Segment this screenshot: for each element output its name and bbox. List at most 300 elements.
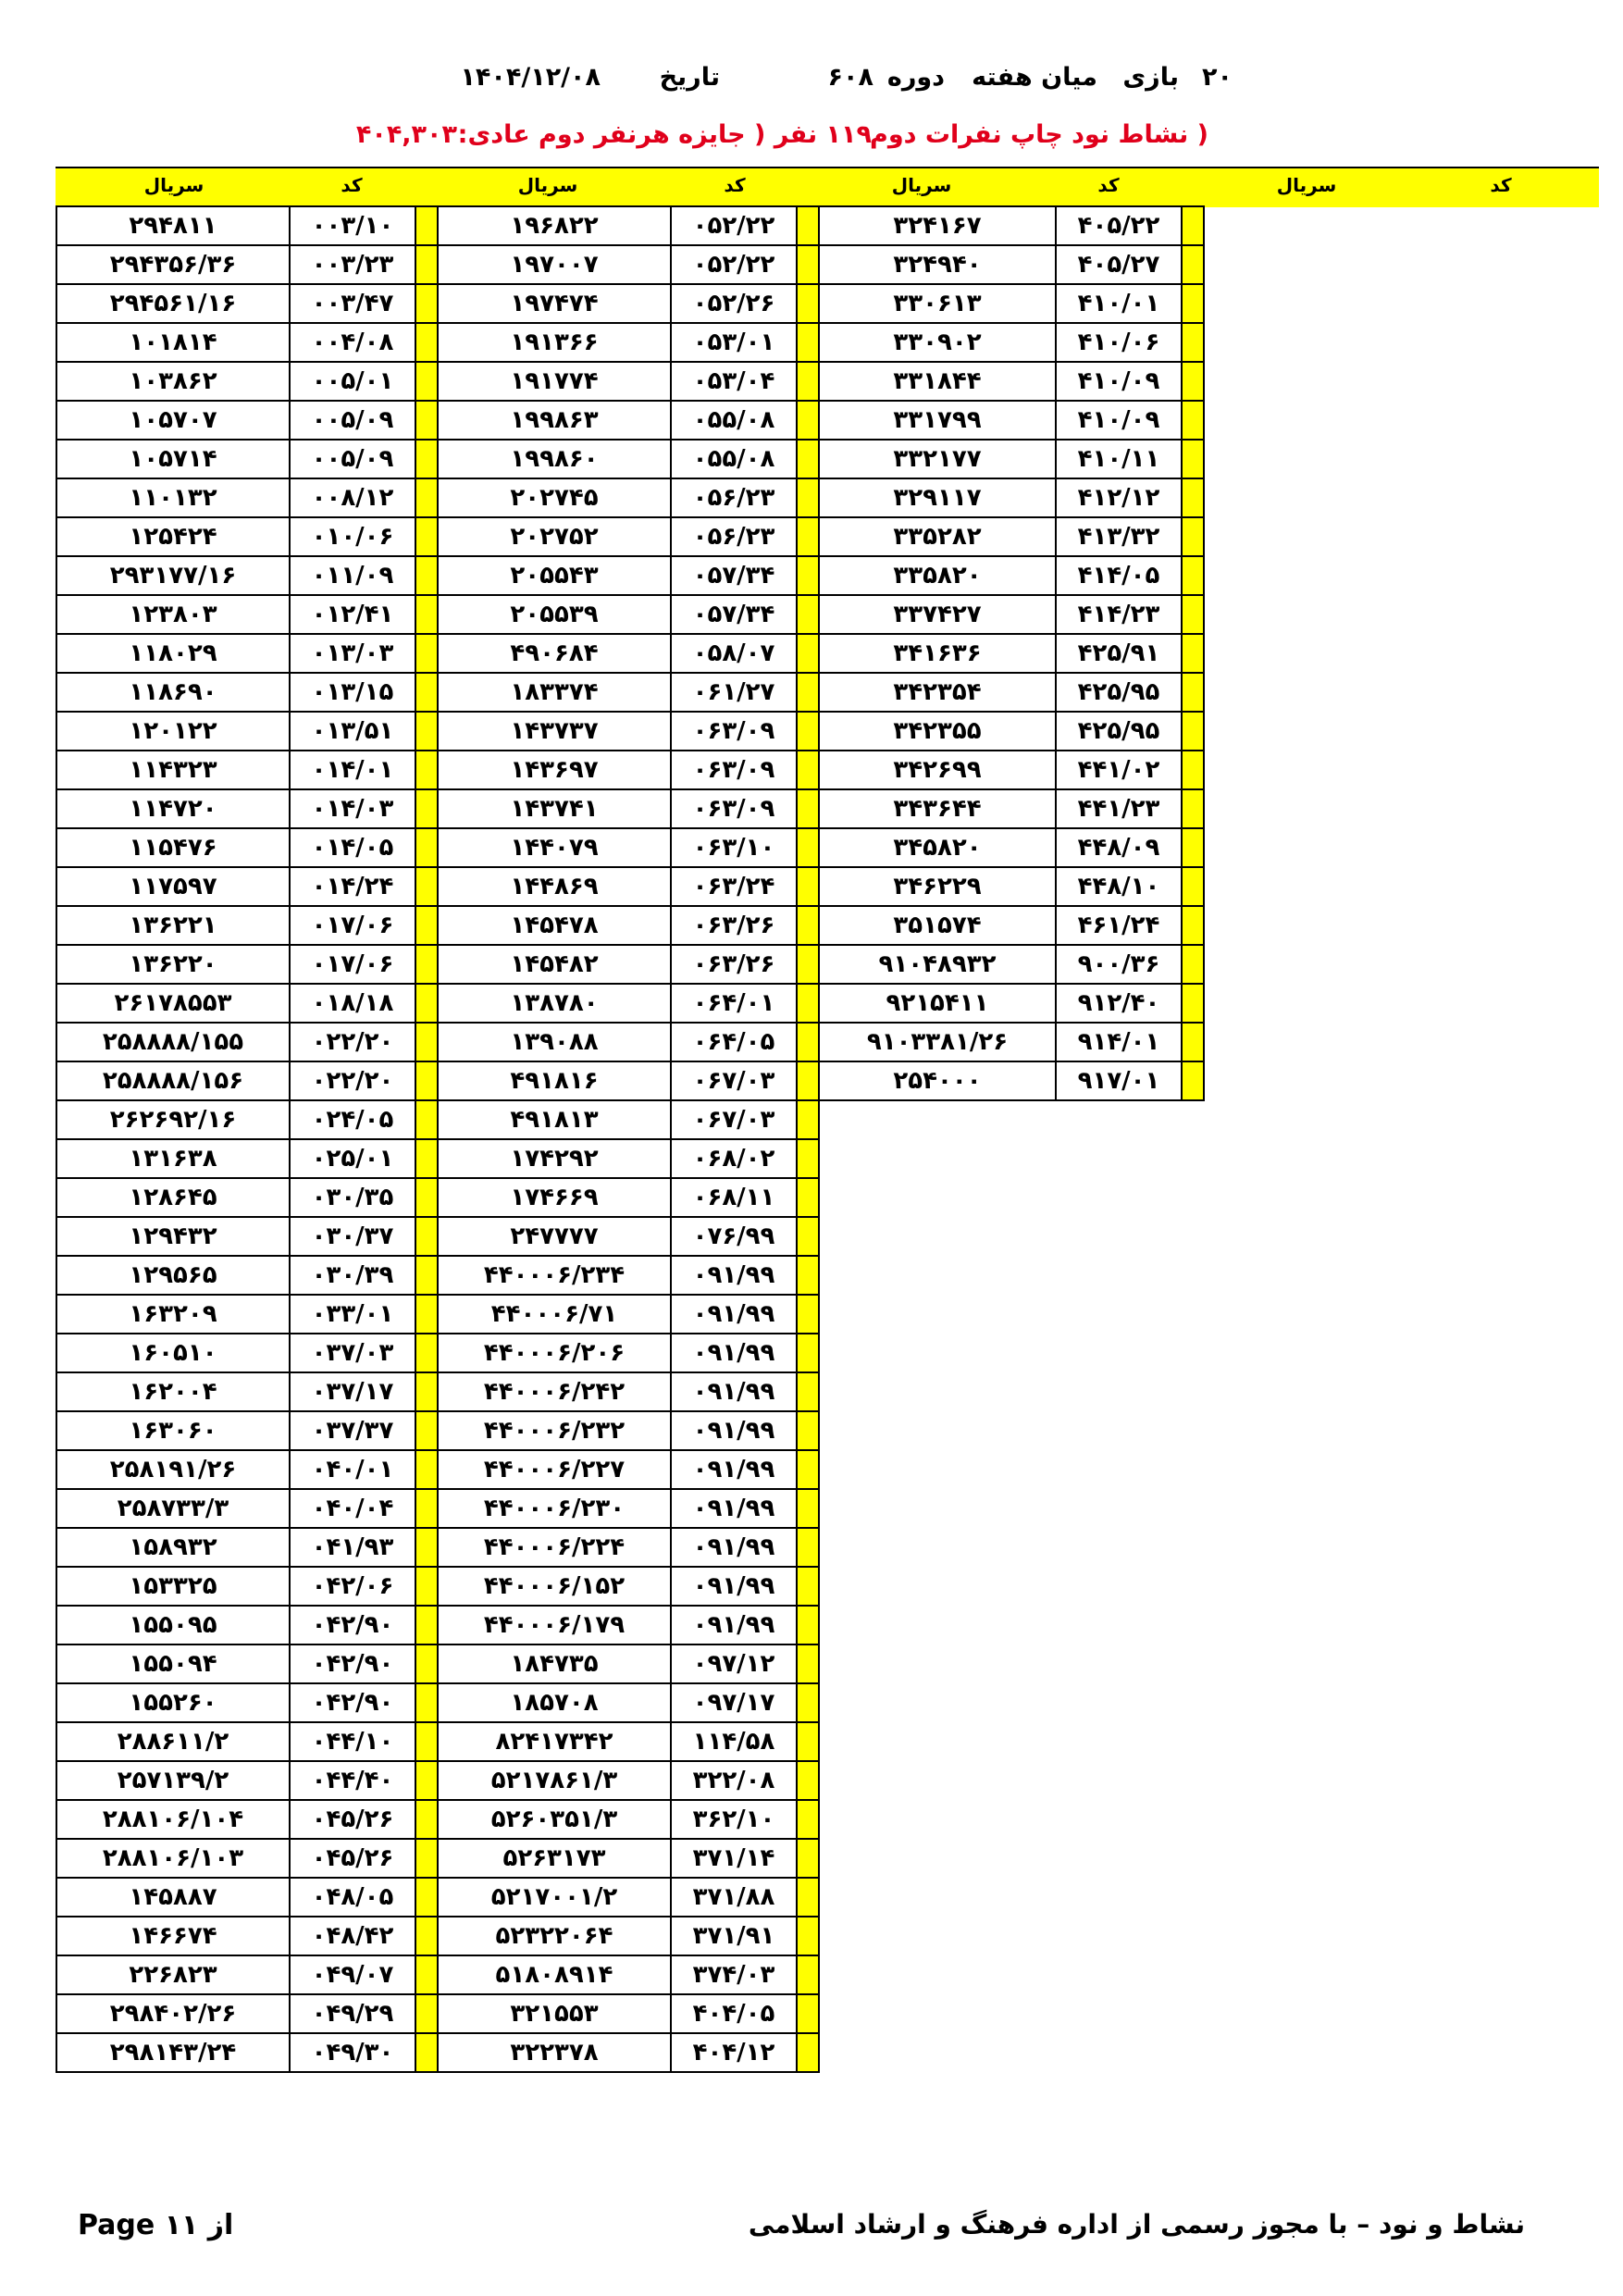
code-cell: ۰۱۳/۵۱: [290, 712, 415, 751]
highlight-cell: [797, 1178, 819, 1217]
serial-cell: ۹۱۰۴۸۹۳۲: [819, 945, 1056, 984]
highlight-cell: [415, 1644, 438, 1683]
highlight-cell: [415, 1955, 438, 1994]
serial-cell: ۴۹۱۸۱۶: [438, 1061, 671, 1100]
table-row: [56, 1644, 819, 1683]
serial-cell: ۵۲۱۷۸۶۱/۳: [438, 1761, 671, 1800]
table-row: [819, 828, 1204, 867]
highlight-cell: [415, 1878, 438, 1917]
serial-cell: ۱۸۳۳۷۴: [438, 673, 671, 712]
serial-cell: ۱۴۳۶۹۷: [438, 751, 671, 789]
highlight-cell: [797, 906, 819, 945]
serial-cell: ۱۱۷۵۹۷: [56, 867, 290, 906]
serial-cell: ۱۲۳۸۰۳: [56, 595, 290, 634]
highlight-cell: [797, 1217, 819, 1256]
serial-cell: ۱۲۵۴۲۴: [56, 517, 290, 556]
table-row: [56, 1489, 819, 1528]
code-cell: ۰۱۳/۱۵: [290, 673, 415, 712]
highlight-cell: [1182, 440, 1204, 478]
highlight-cell: [1182, 284, 1204, 323]
serial-cell: ۳۳۱۸۴۴: [819, 362, 1056, 401]
highlight-cell: [415, 1800, 438, 1839]
highlight-cell: [797, 1644, 819, 1683]
code-cell: ۰۰۳/۱۰: [290, 206, 415, 245]
serial-cell: ۲۹۴۵۶۱/۱۶: [56, 284, 290, 323]
serial-cell: ۲۸۸۱۰۶/۱۰۳: [56, 1839, 290, 1878]
serial-cell: ۱۹۱۷۷۴: [438, 362, 671, 401]
code-cell: ۰۵۵/۰۸: [671, 440, 797, 478]
highlight-cell: [797, 1722, 819, 1761]
serial-cell: ۲۵۸۸۸۸/۱۵۵: [56, 1023, 290, 1061]
code-cell: ۳۲۲/۰۸: [671, 1761, 797, 1800]
column-header-code-4: کد: [1490, 174, 1512, 196]
highlight-cell: [415, 1722, 438, 1761]
game-count: ۲۰: [1202, 63, 1233, 92]
table-row: [56, 440, 819, 478]
highlight-cell: [797, 245, 819, 284]
code-cell: ۰۳۰/۳۷: [290, 1217, 415, 1256]
code-cell: ۰۹۱/۹۹: [671, 1528, 797, 1567]
table-row: [819, 751, 1204, 789]
serial-cell: ۲۸۸۱۰۶/۱۰۴: [56, 1800, 290, 1839]
table-row: [56, 1334, 819, 1372]
highlight-cell: [797, 1917, 819, 1955]
highlight-cell: [1182, 362, 1204, 401]
code-cell: ۰۶۴/۰۵: [671, 1023, 797, 1061]
code-cell: ۰۹۱/۹۹: [671, 1372, 797, 1411]
highlight-cell: [415, 634, 438, 673]
serial-cell: ۳۳۵۲۸۲: [819, 517, 1056, 556]
highlight-cell: [797, 1023, 819, 1061]
highlight-cell: [1182, 984, 1204, 1023]
serial-cell: ۴۹۰۶۸۴: [438, 634, 671, 673]
table-row: [56, 245, 819, 284]
serial-cell: ۱۴۴۸۶۹: [438, 867, 671, 906]
code-cell: ۴۱۴/۲۳: [1056, 595, 1182, 634]
highlight-cell: [415, 517, 438, 556]
highlight-cell: [797, 1411, 819, 1450]
table-row: [56, 1917, 819, 1955]
table-row: [56, 673, 819, 712]
code-cell: ۳۷۱/۹۱: [671, 1917, 797, 1955]
code-cell: ۰۳۷/۱۷: [290, 1372, 415, 1411]
highlight-cell: [415, 556, 438, 595]
highlight-cell: [797, 1139, 819, 1178]
highlight-cell: [1182, 245, 1204, 284]
column-header-code-1: کد: [341, 174, 363, 196]
table-row: [819, 206, 1204, 245]
table-row: [56, 362, 819, 401]
table-row: [56, 1878, 819, 1917]
code-cell: ۰۱۴/۰۳: [290, 789, 415, 828]
highlight-cell: [797, 1528, 819, 1567]
serial-cell: ۱۵۵۰۹۵: [56, 1606, 290, 1644]
table-row: [819, 517, 1204, 556]
serial-cell: ۱۹۹۸۶۳: [438, 401, 671, 440]
highlight-cell: [415, 2033, 438, 2072]
code-cell: ۰۶۳/۰۹: [671, 751, 797, 789]
table-row: [56, 1411, 819, 1450]
highlight-cell: [415, 284, 438, 323]
code-cell: ۰۰۳/۴۷: [290, 284, 415, 323]
highlight-cell: [797, 1994, 819, 2033]
code-cell: ۰۴۲/۹۰: [290, 1644, 415, 1683]
table-row: [56, 1955, 819, 1994]
serial-cell: ۲۴۷۷۷۷: [438, 1217, 671, 1256]
serial-cell: ۱۵۵۲۶۰: [56, 1683, 290, 1722]
code-cell: ۰۵۶/۲۳: [671, 478, 797, 517]
highlight-cell: [415, 1450, 438, 1489]
table-row: [819, 595, 1204, 634]
code-cell: ۰۵۲/۲۲: [671, 206, 797, 245]
serial-cell: ۱۱۴۷۲۰: [56, 789, 290, 828]
highlight-cell: [1182, 906, 1204, 945]
serial-cell: ۱۶۰۵۱۰: [56, 1334, 290, 1372]
serial-cell: ۱۰۱۸۱۴: [56, 323, 290, 362]
code-cell: ۰۲۲/۲۰: [290, 1061, 415, 1100]
code-cell: ۰۱۷/۰۶: [290, 945, 415, 984]
code-cell: ۴۴۱/۰۲: [1056, 751, 1182, 789]
page-indicator: [78, 2209, 233, 2241]
serial-cell: ۱۴۵۴۸۲: [438, 945, 671, 984]
code-cell: ۰۶۳/۲۶: [671, 906, 797, 945]
highlight-cell: [797, 1295, 819, 1334]
highlight-cell: [415, 1606, 438, 1644]
code-cell: ۰۴۸/۴۲: [290, 1917, 415, 1955]
code-cell: ۰۰۴/۰۸: [290, 323, 415, 362]
serial-cell: ۳۴۵۸۲۰: [819, 828, 1056, 867]
serial-cell: ۴۴۰۰۰۶/۷۱: [438, 1295, 671, 1334]
serial-cell: ۳۵۱۵۷۴: [819, 906, 1056, 945]
serial-cell: ۸۲۴۱۷۳۴۲: [438, 1722, 671, 1761]
highlight-cell: [1182, 401, 1204, 440]
highlight-cell: [797, 440, 819, 478]
code-cell: ۰۵۵/۰۸: [671, 401, 797, 440]
highlight-cell: [797, 401, 819, 440]
period-label: دوره: [886, 63, 945, 92]
highlight-cell: [415, 984, 438, 1023]
code-cell: ۰۶۷/۰۳: [671, 1061, 797, 1100]
serial-cell: ۹۱۰۳۳۸۱/۲۶: [819, 1023, 1056, 1061]
highlight-cell: [797, 751, 819, 789]
highlight-cell: [1182, 478, 1204, 517]
serial-cell: ۴۴۰۰۰۶/۲۳۲: [438, 1411, 671, 1450]
highlight-cell: [415, 828, 438, 867]
serial-cell: ۲۹۸۱۴۳/۲۴: [56, 2033, 290, 2072]
code-cell: ۰۴۴/۱۰: [290, 1722, 415, 1761]
page-number: ۱۱: [164, 2209, 199, 2241]
serial-cell: ۳۲۲۳۷۸: [438, 2033, 671, 2072]
code-cell: ۰۵۷/۳۴: [671, 556, 797, 595]
code-cell: ۹۱۴/۰۱: [1056, 1023, 1182, 1061]
code-cell: ۰۳۷/۳۷: [290, 1411, 415, 1450]
highlight-cell: [797, 1489, 819, 1528]
table-row: [56, 789, 819, 828]
code-cell: ۰۲۴/۰۵: [290, 1100, 415, 1139]
highlight-cell: [1182, 556, 1204, 595]
code-cell: ۰۱۴/۰۵: [290, 828, 415, 867]
code-cell: ۳۷۱/۸۸: [671, 1878, 797, 1917]
serial-cell: ۴۹۱۸۱۳: [438, 1100, 671, 1139]
serial-cell: ۱۹۷۰۰۷: [438, 245, 671, 284]
serial-cell: ۲۵۸۱۹۱/۲۶: [56, 1450, 290, 1489]
highlight-cell: [797, 634, 819, 673]
highlight-cell: [415, 1372, 438, 1411]
code-cell: ۴۲۵/۹۱: [1056, 634, 1182, 673]
code-cell: ۰۰۵/۰۱: [290, 362, 415, 401]
table-row: [56, 1606, 819, 1644]
table-row: [56, 1761, 819, 1800]
highlight-cell: [797, 984, 819, 1023]
prize-count: ۱۱۹ نفر ( جایزه هرنفر دوم عادی:: [457, 120, 872, 149]
highlight-cell: [797, 1878, 819, 1917]
table-row: [56, 1722, 819, 1761]
serial-cell: ۳۳۷۴۲۷: [819, 595, 1056, 634]
highlight-cell: [1182, 945, 1204, 984]
table-row: [819, 323, 1204, 362]
highlight-cell: [797, 1955, 819, 1994]
column-header-code-2: کد: [724, 174, 746, 196]
code-cell: ۰۵۸/۰۷: [671, 634, 797, 673]
code-cell: ۴۴۸/۰۹: [1056, 828, 1182, 867]
highlight-cell: [1182, 867, 1204, 906]
highlight-cell: [1182, 673, 1204, 712]
period-value: ۶۰۸: [827, 63, 873, 92]
code-cell: ۰۴۵/۲۶: [290, 1800, 415, 1839]
serial-cell: ۳۲۱۵۵۳: [438, 1994, 671, 2033]
table-row: [819, 556, 1204, 595]
table-row: [56, 1372, 819, 1411]
table-row: [819, 1061, 1204, 1100]
code-cell: ۰۴۲/۹۰: [290, 1683, 415, 1722]
code-cell: ۰۰۵/۰۹: [290, 440, 415, 478]
code-cell: ۰۰۳/۲۳: [290, 245, 415, 284]
serial-cell: ۲۰۲۷۵۲: [438, 517, 671, 556]
prize-title: ( نشاط نود چاپ نفرات دوم: [870, 120, 1208, 149]
table-row: [56, 828, 819, 867]
serial-cell: ۱۲۰۱۲۲: [56, 712, 290, 751]
table-row: [56, 556, 819, 595]
highlight-cell: [797, 945, 819, 984]
code-cell: ۰۱۸/۱۸: [290, 984, 415, 1023]
serial-cell: ۳۳۵۸۲۰: [819, 556, 1056, 595]
highlight-cell: [797, 517, 819, 556]
code-cell: ۴۰۴/۱۲: [671, 2033, 797, 2072]
highlight-cell: [415, 712, 438, 751]
table-row: [56, 751, 819, 789]
code-cell: ۰۰۸/۱۲: [290, 478, 415, 517]
code-cell: ۰۴۱/۹۳: [290, 1528, 415, 1567]
code-cell: ۰۰۵/۰۹: [290, 401, 415, 440]
highlight-cell: [415, 478, 438, 517]
code-cell: ۰۱۱/۰۹: [290, 556, 415, 595]
highlight-cell: [797, 1761, 819, 1800]
code-cell: ۰۶۱/۲۷: [671, 673, 797, 712]
table-row: [819, 867, 1204, 906]
highlight-cell: [1182, 206, 1204, 245]
serial-cell: ۴۴۰۰۰۶/۲۴۲: [438, 1372, 671, 1411]
code-cell: ۳۷۱/۱۴: [671, 1839, 797, 1878]
serial-cell: ۱۸۵۷۰۸: [438, 1683, 671, 1722]
table-row: [56, 2033, 819, 2072]
table-row: [56, 206, 819, 245]
highlight-cell: [797, 478, 819, 517]
highlight-cell: [415, 1256, 438, 1295]
serial-cell: ۱۵۵۰۹۴: [56, 1644, 290, 1683]
highlight-cell: [1182, 323, 1204, 362]
serial-cell: ۱۴۳۷۴۱: [438, 789, 671, 828]
highlight-cell: [797, 1606, 819, 1644]
code-cell: ۰۹۱/۹۹: [671, 1489, 797, 1528]
code-cell: ۴۱۰/۱۱: [1056, 440, 1182, 478]
column-header-code-3: کد: [1097, 174, 1120, 196]
table-row: [819, 984, 1204, 1023]
highlight-cell: [415, 245, 438, 284]
highlight-cell: [1182, 595, 1204, 634]
serial-cell: ۱۰۵۷۱۴: [56, 440, 290, 478]
code-cell: ۴۱۰/۰۶: [1056, 323, 1182, 362]
table-row: [819, 789, 1204, 828]
table-row: [56, 1450, 819, 1489]
serial-cell: ۳۴۱۶۳۶: [819, 634, 1056, 673]
serial-cell: ۲۵۴۰۰۰: [819, 1061, 1056, 1100]
code-cell: ۰۶۷/۰۳: [671, 1100, 797, 1139]
column-header-serial-1: سریال: [143, 174, 204, 196]
code-cell: ۴۶۱/۲۴: [1056, 906, 1182, 945]
serial-cell: ۱۶۳۲۰۹: [56, 1295, 290, 1334]
highlight-cell: [797, 673, 819, 712]
serial-cell: ۱۵۳۳۲۵: [56, 1567, 290, 1606]
serial-cell: ۳۴۶۲۲۹: [819, 867, 1056, 906]
highlight-cell: [797, 1450, 819, 1489]
serial-cell: ۳۲۹۱۱۷: [819, 478, 1056, 517]
table-row: [56, 906, 819, 945]
column-header-serial-4: سریال: [1276, 174, 1337, 196]
table-row: [56, 1217, 819, 1256]
serial-cell: ۱۹۱۳۶۶: [438, 323, 671, 362]
highlight-cell: [415, 1295, 438, 1334]
code-cell: ۰۴۰/۰۱: [290, 1450, 415, 1489]
serial-cell: ۱۷۴۲۹۲: [438, 1139, 671, 1178]
serial-cell: ۱۲۸۶۴۵: [56, 1178, 290, 1217]
highlight-cell: [415, 1023, 438, 1061]
serial-cell: ۱۳۶۲۲۰: [56, 945, 290, 984]
serial-cell: ۱۱۸۰۲۹: [56, 634, 290, 673]
date-label: تاریخ: [659, 63, 720, 92]
serial-cell: ۲۲۶۸۲۳: [56, 1955, 290, 1994]
highlight-cell: [415, 1994, 438, 2033]
table-row: [56, 1528, 819, 1567]
serial-cell: ۵۲۶۰۳۵۱/۳: [438, 1800, 671, 1839]
highlight-cell: [415, 751, 438, 789]
highlight-cell: [415, 673, 438, 712]
serial-cell: ۲۵۸۷۳۳/۳: [56, 1489, 290, 1528]
serial-cell: ۳۴۲۳۵۴: [819, 673, 1056, 712]
highlight-cell: [1182, 828, 1204, 867]
serial-cell: ۲۹۴۳۵۶/۳۶: [56, 245, 290, 284]
serial-cell: ۴۴۰۰۰۶/۲۳۴: [438, 1256, 671, 1295]
table-row: [56, 945, 819, 984]
serial-cell: ۱۹۹۸۶۰: [438, 440, 671, 478]
highlight-cell: [797, 1334, 819, 1372]
highlight-cell: [415, 1217, 438, 1256]
table-row: [56, 323, 819, 362]
code-cell: ۰۴۸/۰۵: [290, 1878, 415, 1917]
highlight-cell: [415, 945, 438, 984]
code-cell: ۰۴۲/۹۰: [290, 1606, 415, 1644]
serial-cell: ۵۲۶۳۱۷۳: [438, 1839, 671, 1878]
highlight-cell: [797, 595, 819, 634]
code-cell: ۰۴۰/۰۴: [290, 1489, 415, 1528]
code-cell: ۰۱۰/۰۶: [290, 517, 415, 556]
serial-cell: ۳۳۰۹۰۲: [819, 323, 1056, 362]
code-cell: ۰۵۳/۰۴: [671, 362, 797, 401]
serial-cell: ۴۴۰۰۰۶/۲۲۴: [438, 1528, 671, 1567]
highlight-cell: [797, 789, 819, 828]
code-cell: ۹۱۷/۰۱: [1056, 1061, 1182, 1100]
serial-cell: ۳۳۰۶۱۳: [819, 284, 1056, 323]
highlight-cell: [797, 1372, 819, 1411]
code-cell: ۴۱۴/۰۵: [1056, 556, 1182, 595]
serial-cell: ۱۴۶۶۷۴: [56, 1917, 290, 1955]
serial-cell: ۲۵۷۱۳۹/۲: [56, 1761, 290, 1800]
highlight-cell: [797, 1256, 819, 1295]
code-cell: ۰۱۴/۲۴: [290, 867, 415, 906]
winners-table-right: [818, 205, 1205, 1101]
serial-cell: ۵۲۳۲۲۰۶۴: [438, 1917, 671, 1955]
table-row: [56, 478, 819, 517]
code-cell: ۱۱۴/۵۸: [671, 1722, 797, 1761]
code-cell: ۰۵۲/۲۶: [671, 284, 797, 323]
highlight-cell: [797, 206, 819, 245]
highlight-cell: [415, 1528, 438, 1567]
highlight-cell: [1182, 789, 1204, 828]
serial-cell: ۴۴۰۰۰۶/۲۲۷: [438, 1450, 671, 1489]
license-footer: نشاط و نود – با مجوز رسمی از اداره فرهنگ و ارشاد اسلامی: [748, 2209, 1525, 2240]
serial-cell: ۹۲۱۵۴۱۱: [819, 984, 1056, 1023]
code-cell: ۰۱۳/۰۳: [290, 634, 415, 673]
serial-cell: ۳۲۴۱۶۷: [819, 206, 1056, 245]
column-header-serial-3: سریال: [891, 174, 952, 196]
code-cell: ۰۲۲/۲۰: [290, 1023, 415, 1061]
highlight-cell: [797, 1567, 819, 1606]
table-row: [56, 1178, 819, 1217]
table-row: [56, 1567, 819, 1606]
serial-cell: ۴۴۰۰۰۶/۲۰۶: [438, 1334, 671, 1372]
serial-cell: ۲۶۲۶۹۲/۱۶: [56, 1100, 290, 1139]
code-cell: ۰۹۷/۱۷: [671, 1683, 797, 1722]
code-cell: ۰۵۳/۰۱: [671, 323, 797, 362]
serial-cell: ۱۶۲۰۰۴: [56, 1372, 290, 1411]
serial-cell: ۱۰۳۸۶۲: [56, 362, 290, 401]
table-row: [819, 245, 1204, 284]
serial-cell: ۲۸۸۶۱۱/۲: [56, 1722, 290, 1761]
highlight-cell: [797, 828, 819, 867]
highlight-cell: [415, 1683, 438, 1722]
code-cell: ۴۴۱/۲۳: [1056, 789, 1182, 828]
code-cell: ۰۶۳/۲۴: [671, 867, 797, 906]
code-cell: ۰۱۲/۴۱: [290, 595, 415, 634]
highlight-cell: [797, 1800, 819, 1839]
code-cell: ۰۶۸/۱۱: [671, 1178, 797, 1217]
code-cell: ۰۶۸/۰۲: [671, 1139, 797, 1178]
serial-cell: ۱۱۰۱۳۲: [56, 478, 290, 517]
table-row: [819, 945, 1204, 984]
highlight-cell: [415, 867, 438, 906]
code-cell: ۴۰۵/۲۲: [1056, 206, 1182, 245]
table-row: [56, 284, 819, 323]
highlight-cell: [797, 284, 819, 323]
